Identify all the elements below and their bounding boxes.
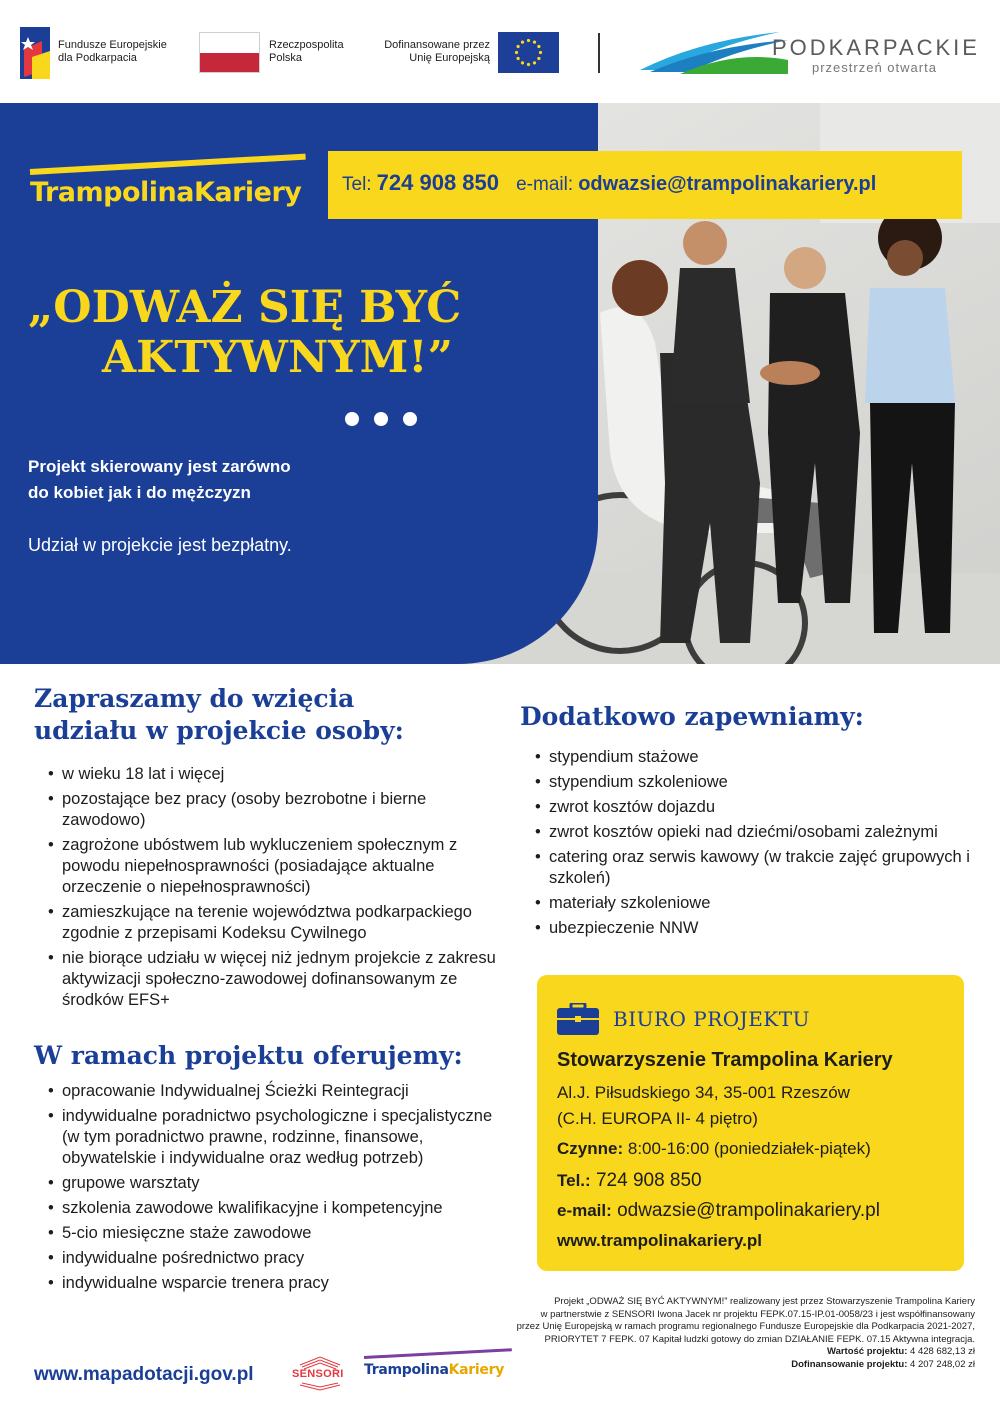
tel-value[interactable]: 724 908 850	[376, 170, 500, 195]
project-office-box	[537, 975, 964, 1271]
office-hours-value: 8:00-16:00 (poniedziałek-piątek)	[627, 1139, 871, 1158]
office-hours-label: Czynne:	[557, 1139, 624, 1158]
footer-brand-part-b: Kariery	[448, 1362, 505, 1378]
legal-line-4: PRIORYTET 7 FEPK. 07 Kapitał ludzki gotowy do zmian DZIAŁANIE FEPK. 07.15 Aktywna integracja.	[544, 1333, 975, 1345]
project-cofunding-amount: 4 207 248,02 zł	[910, 1358, 975, 1370]
list-item: • ubezpieczenie NNW	[535, 918, 997, 939]
legal-line-2: w partnerstwie z SENSORI Iwona Jacek nr projektu FEPK.07.15-IP.01-0058/23 i jest współfinansowany	[540, 1308, 975, 1320]
offer-list	[48, 1081, 508, 1298]
logo-separator	[598, 33, 600, 73]
eu-star-icon	[521, 41, 524, 44]
footer-brand-logo	[364, 1362, 504, 1378]
eu-star-icon	[515, 51, 518, 54]
headline-line-1: „ODWAŻ SIĘ BYĆ	[28, 282, 462, 333]
list-item: • indywidualne wsparcie trenera pracy	[48, 1273, 508, 1294]
legal-line-3: przez Unię Europejską w ramach programu regionalnego Fundusze Europejskie dla Podkarpacia 2021-2027,	[516, 1321, 975, 1332]
list-item: • opracowanie Indywidualnej Ścieżki Reintegracji	[48, 1081, 508, 1102]
office-email-value[interactable]: odwazsie@trampolinakariery.pl	[617, 1200, 880, 1221]
list-item: • catering oraz serwis kawowy (w trakcie zajęć grupowych i szkoleń)	[535, 847, 997, 889]
eu-star-icon	[521, 61, 524, 64]
extra-title: Dodatkowo zapewniamy:	[520, 702, 864, 731]
tel-label: Tel:	[342, 174, 372, 195]
list-item: • w wieku 18 lat i więcej	[48, 764, 508, 785]
office-address-line-1: Al.J. Piłsudskiego 34, 35-001 Rzeszów	[557, 1083, 850, 1102]
fe-line-2: dla Podkarpacia	[58, 52, 137, 64]
headline	[28, 283, 461, 383]
list-item: • zamieszkujące na terenie województwa podkarpackiego zgodnie z przepisami Kodeksu Cywilnego	[48, 902, 508, 944]
office-title: BIURO PROJEKTU	[613, 1007, 810, 1031]
list-item: • stypendium stażowe	[535, 747, 997, 768]
hero-lead-line-2: do kobiet jak i do mężczyzn	[28, 483, 251, 502]
pl-line-2: Polska	[269, 52, 303, 64]
eu-star-icon	[537, 45, 540, 48]
legal-line-1: Projekt „ODWAŻ SIĘ BYĆ AKTYWNYM!” realizowany jest przez Stowarzyszenie Trampolina Kariery	[554, 1296, 975, 1307]
trampolina-kariery-logo: TrampolinaKariery	[30, 177, 302, 208]
dot-icon	[374, 412, 388, 426]
eu-star-icon	[527, 63, 530, 66]
eu-flag-icon	[498, 32, 559, 73]
project-cofunding-label: Dofinansowanie projektu:	[791, 1358, 908, 1370]
project-value-amount: 4 428 682,13 zł	[910, 1346, 975, 1357]
hero-lead	[28, 454, 291, 506]
eu-star-icon	[539, 51, 542, 54]
eu-star-icon	[533, 61, 536, 64]
pl-line-1: Rzeczpospolita	[269, 39, 344, 51]
list-item: • pozostające bez pracy (osoby bezrobotne i bierne zawodowo)	[48, 789, 508, 831]
dot-icon	[403, 412, 417, 426]
project-cofunding	[440, 1359, 975, 1372]
fundusze-europejskie-logo-icon	[20, 27, 50, 79]
project-value-label: Wartość projektu:	[826, 1346, 908, 1357]
eu-line-1: Dofinansowane przez	[384, 39, 490, 51]
office-header	[557, 1003, 944, 1035]
invite-title-line-1: Zapraszamy do wzięcia	[34, 684, 355, 713]
pl-logo-text	[269, 39, 344, 65]
hero-section	[0, 103, 1000, 664]
office-organization: Stowarzyszenie Trampolina Kariery	[557, 1049, 893, 1071]
headline-line-2: AKTYWNYM!”	[102, 332, 453, 383]
project-value	[440, 1346, 975, 1359]
eu-logo-text	[370, 39, 490, 65]
eu-star-icon	[527, 39, 530, 42]
sensori-logo-text: SENSORI	[292, 1368, 344, 1380]
list-item: • zagrożone ubóstwem lub wykluczeniem społecznym z powodu niepełnosprawności (posiadające aktualne orzeczenie o niepełnosprawności)	[48, 835, 508, 898]
decorative-dots	[345, 411, 432, 430]
polish-flag-icon	[199, 32, 260, 73]
offer-title: W ramach projektu oferujemy:	[34, 1041, 463, 1070]
logo-bar	[0, 0, 1000, 103]
footer-brand-part-a: Trampolina	[364, 1362, 449, 1378]
hero-lead-line-1: Projekt skierowany jest zarówno	[28, 457, 291, 476]
list-item: • stypendium szkoleniowe	[535, 772, 997, 793]
email-label: e-mail:	[516, 174, 574, 195]
free-participation-note: Udział w projekcie jest bezpłatny.	[28, 535, 292, 555]
fe-logo-text	[58, 39, 167, 65]
list-item: • szkolenia zawodowe kwalifikacyjne i kompetencyjne	[48, 1198, 508, 1219]
list-item: • materiały szkoleniowe	[535, 893, 997, 914]
eu-star-icon	[537, 57, 540, 60]
contact-banner	[328, 151, 962, 219]
office-tel-label: Tel.:	[557, 1171, 591, 1190]
email-value[interactable]: odwazsie@trampolinakariery.pl	[578, 173, 877, 195]
office-tel-value[interactable]: 724 908 850	[595, 1170, 702, 1191]
office-address-line-2: (C.H. EUROPA II- 4 piętro)	[557, 1109, 758, 1128]
list-item: • indywidualne poradnictwo psychologiczne i specjalistyczne (w tym poradnictwo prawne, rodzinne, finansowe, obywatelskie i indywidualne oraz według potrzeb)	[48, 1106, 508, 1169]
list-item: • 5-cio miesięczne staże zawodowe	[48, 1223, 508, 1244]
briefcase-icon	[557, 1003, 599, 1035]
region-tagline: przestrzeń otwarta	[812, 60, 937, 75]
region-name: PODKARPACKIE	[772, 35, 980, 60]
office-email	[557, 1198, 944, 1224]
eu-star-icon	[533, 41, 536, 44]
office-hours	[557, 1136, 944, 1162]
list-item: • zwrot kosztów opieki nad dziećmi/osobami zależnymi	[535, 822, 997, 843]
office-email-label: e-mail:	[557, 1201, 612, 1220]
invite-title-line-2: udziału w projekcie osoby:	[34, 716, 404, 745]
invite-title	[34, 683, 474, 747]
list-item: • nie biorące udziału w więcej niż jednym projekcie z zakresu aktywizacji społeczno-zawodowej dofinansowanym ze środków EFS+	[48, 948, 508, 1011]
list-item: • grupowe warsztaty	[48, 1173, 508, 1194]
legal-note	[440, 1296, 975, 1371]
dot-icon	[345, 412, 359, 426]
list-item: • indywidualne pośrednictwo pracy	[48, 1248, 508, 1269]
fe-line-1: Fundusze Europejskie	[58, 39, 167, 51]
list-item: • zwrot kosztów dojazdu	[535, 797, 997, 818]
eu-line-2: Unię Europejską	[409, 52, 490, 64]
office-tel	[557, 1168, 944, 1194]
eu-star-icon	[517, 57, 520, 60]
eu-star-icon	[517, 45, 520, 48]
podkarpackie-swoosh-icon	[640, 30, 790, 74]
mapadotacji-link[interactable]: www.mapadotacji.gov.pl	[34, 1364, 254, 1385]
office-website[interactable]: www.trampolinakariery.pl	[557, 1231, 763, 1250]
extra-list	[535, 747, 997, 943]
invite-list	[48, 764, 508, 1015]
